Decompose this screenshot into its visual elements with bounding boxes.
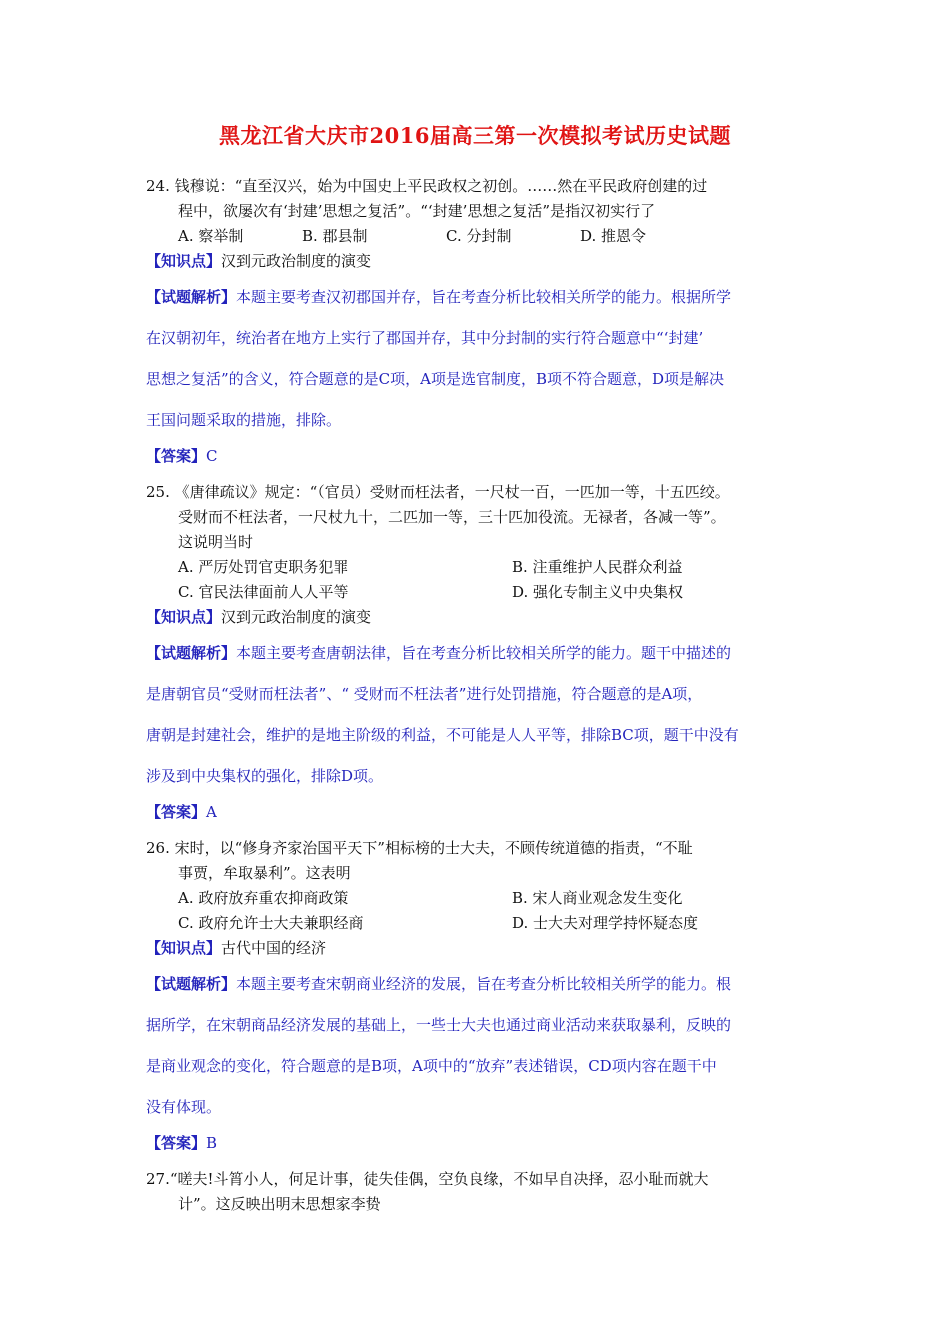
q24-option-b: B. 郡县制: [302, 227, 368, 245]
q26-stem-line-2: 事贾，牟取暴利”。这表明: [178, 864, 351, 882]
knowledge-label: 【知识点】: [146, 252, 222, 270]
q24-option-c: C. 分封制: [446, 227, 512, 245]
q26-stem-line-1: 26. 宋时，以“修身齐家治国平天下”相标榜的士大夫，不顾传统道德的指责，“不耻: [146, 839, 693, 857]
q24-analysis-line-4: 王国问题采取的措施，排除。: [146, 411, 342, 429]
q25-answer-value: A: [206, 803, 217, 821]
q25-analysis-text-1: 本题主要考查唐朝法律，旨在考查分析比较相关所学的能力。题干中描述的: [236, 644, 732, 662]
q26-option-c: C. 政府允许士大夫兼职经商: [178, 914, 364, 932]
page-title: 黑龙江省大庆市2016届高三第一次模拟考试历史试题: [219, 123, 731, 148]
q24-analysis-line-3: 思想之复活”的含义，符合题意的是C项，A项是选官制度，B项不符合题意，D项是解决: [146, 370, 725, 388]
q24-answer: [146, 446, 218, 466]
q24-analysis-line-1: [146, 287, 731, 307]
q24-option-a: A. 察举制: [178, 227, 244, 245]
q26-option-a: A. 政府放弃重农抑商政策: [178, 889, 349, 907]
q26-analysis-line-2: 据所学，在宋朝商品经济发展的基础上，一些士大夫也通过商业活动来获取暴利，反映的: [146, 1016, 732, 1034]
knowledge-label: 【知识点】: [146, 939, 222, 957]
q25-knowledge-point: [146, 607, 371, 627]
q24-knowledge-point: [146, 251, 371, 271]
q26-knowledge-text: 古代中国的经济: [221, 939, 327, 957]
q26-answer-value: B: [206, 1134, 218, 1152]
q26-option-b: B. 宋人商业观念发生变化: [512, 889, 683, 907]
q26-knowledge-point: [146, 938, 326, 958]
analysis-label: 【试题解析】: [146, 288, 237, 306]
q27-stem-line-2: 计”。这反映出明末思想家李贽: [178, 1195, 381, 1213]
q25-option-d: D. 强化专制主义中央集权: [512, 583, 684, 601]
q24-stem-line-2: 程中，欲屡次有‘封建’思想之复活”。“‘封建’思想之复活”是指汉初实行了: [178, 202, 656, 220]
q25-knowledge-text: 汉到元政治制度的演变: [221, 608, 372, 626]
analysis-label: 【试题解析】: [146, 644, 237, 662]
q26-option-d: D. 士大夫对理学持怀疑态度: [512, 914, 699, 932]
q24-option-d: D. 推恩令: [580, 227, 647, 245]
q26-analysis-text-1: 本题主要考查宋朝商业经济的发展，旨在考查分析比较相关所学的能力。根: [236, 975, 732, 993]
answer-label: 【答案】: [146, 1134, 207, 1152]
knowledge-label: 【知识点】: [146, 608, 222, 626]
q25-answer: [146, 802, 217, 822]
q25-analysis-line-1: [146, 643, 731, 663]
q24-answer-value: C: [206, 447, 218, 465]
q26-analysis-line-4: 没有体现。: [146, 1098, 222, 1116]
q25-stem-line-2: 受财而不枉法者，一尺杖九十，二匹加一等，三十匹加役流。无禄者，各减一等”。: [178, 508, 726, 526]
q25-analysis-line-2: 是唐朝官员“受财而枉法者”、“ 受财而不枉法者”进行处罚措施，符合题意的是A项，: [146, 685, 703, 703]
q24-analysis-line-2: 在汉朝初年，统治者在地方上实行了郡国并存，其中分封制的实行符合题意中“‘封建’: [146, 329, 704, 347]
q24-knowledge-text: 汉到元政治制度的演变: [221, 252, 372, 270]
analysis-label: 【试题解析】: [146, 975, 237, 993]
q25-option-a: A. 严厉处罚官吏职务犯罪: [178, 558, 349, 576]
q24-stem-line-1: 24. 钱穆说：“直至汉兴，始为中国史上平民政权之初创。……然在平民政府创建的过: [146, 177, 708, 195]
q25-option-b: B. 注重维护人民群众利益: [512, 558, 683, 576]
q25-analysis-line-4: 涉及到中央集权的强化，排除D项。: [146, 767, 384, 785]
q26-answer: [146, 1133, 217, 1153]
q27-stem-line-1: 27.“嗟夫!斗筲小人，何足计事，徒失佳偶，空负良缘，不如早自决择，忍小耻而就大: [146, 1170, 709, 1188]
q24-analysis-text-1: 本题主要考查汉初郡国并存，旨在考查分析比较相关所学的能力。根据所学: [236, 288, 732, 306]
q25-analysis-line-3: 唐朝是封建社会，维护的是地主阶级的利益，不可能是人人平等，排除BC项，题干中没有: [146, 726, 739, 744]
answer-label: 【答案】: [146, 447, 207, 465]
q25-option-c: C. 官民法律面前人人平等: [178, 583, 349, 601]
answer-label: 【答案】: [146, 803, 207, 821]
q26-analysis-line-3: 是商业观念的变化，符合题意的是B项，A项中的“放弃”表述错误，CD项内容在题干中: [146, 1057, 717, 1075]
q26-analysis-line-1: [146, 974, 731, 994]
q25-stem-line-3: 这说明当时: [178, 533, 254, 551]
q25-stem-line-1: 25. 《唐律疏议》规定：“（官员）受财而枉法者，一尺杖一百，一匹加一等，十五匹绞。: [146, 483, 730, 501]
